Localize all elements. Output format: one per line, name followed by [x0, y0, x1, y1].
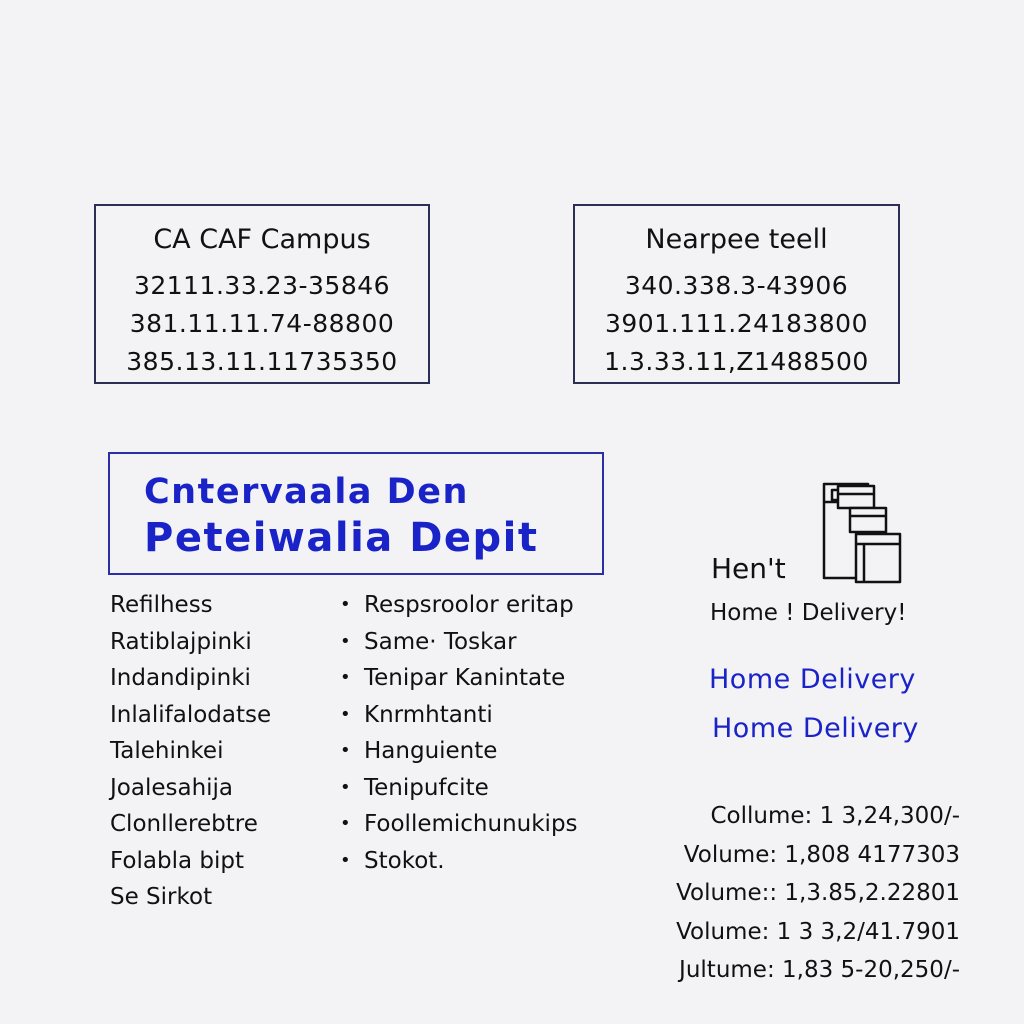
bullet-item-label: Respsroolor eritap	[364, 592, 574, 618]
list-item: Clonllerebtre	[110, 811, 258, 837]
list-item: Indandipinki	[110, 665, 251, 691]
list-item: Talehinkei	[110, 738, 224, 764]
depot-banner	[108, 452, 604, 575]
boxes-icon	[820, 478, 904, 586]
volume-item: Volume: 1 3 3,2/41.7901	[676, 918, 960, 945]
list-item: Inlalifalodatse	[110, 701, 272, 728]
banner-line-2: Peteiwalia Depit	[144, 515, 539, 561]
info-box-nearpee-teell	[573, 204, 900, 384]
bullet-item-label: Foollemichunukips	[364, 811, 578, 837]
box-line: 340.338.3-43906	[624, 271, 849, 300]
volume-item: Volume:: 1,3.85,2.22801	[676, 880, 960, 906]
box-line: 381.11.11.74-88800	[129, 309, 395, 338]
banner-line-1: Cntervaala Den	[144, 472, 469, 512]
box-line: 32111.33.23-35846	[133, 271, 391, 300]
home-delivery-link[interactable]: Home Delivery	[709, 664, 916, 695]
home-delivery-link-secondary[interactable]: Home Delivery	[712, 713, 919, 744]
bullet-item-label: Same· Toskar	[364, 628, 517, 655]
left-item-list	[110, 587, 271, 916]
volume-item: Jultume: 1,83 5-20,250/-	[679, 957, 960, 983]
box-title: CA CAF Campus	[153, 224, 371, 255]
bullet-item	[340, 843, 578, 880]
bullet-item	[340, 697, 578, 734]
bullet-item-label: Stokot.	[364, 847, 445, 874]
bullet-item-label: Knrmhtanti	[364, 701, 493, 728]
info-box-ca-caf-campus	[94, 204, 430, 384]
volume-item: Collume: 1 3,24,300/-	[710, 803, 960, 829]
home-delivery-heading: Home ! Delivery!	[710, 600, 907, 626]
box-line: 3901.111.24183800	[605, 309, 868, 338]
bullet-item	[340, 770, 578, 807]
box-line: 1.3.33.11,Z1488500	[604, 347, 869, 376]
bullet-item-label: Tenipar Kanintate	[364, 665, 566, 691]
volume-list	[670, 797, 960, 990]
bullet-item	[340, 587, 578, 624]
bulleted-item-list	[340, 587, 578, 879]
box-title: Nearpee teell	[645, 224, 828, 255]
bullet-item-label: Hanguiente	[364, 738, 498, 764]
list-item: Joalesahija	[110, 774, 234, 801]
bullet-item	[340, 733, 578, 770]
list-item: Folabla bipt	[110, 847, 244, 874]
bullet-item-label: Tenipufcite	[364, 774, 489, 801]
hent-label: Hen't	[711, 552, 786, 585]
box-line: 385.13.11.11735350	[126, 347, 398, 376]
bullet-item	[340, 660, 578, 697]
list-item: Refilhess	[110, 592, 213, 618]
bullet-item	[340, 624, 578, 661]
volume-item: Volume: 1,808 4177303	[683, 841, 960, 868]
bullet-item	[340, 806, 578, 843]
list-item: Se Sirkot	[110, 884, 213, 910]
list-item: Ratiblajpinki	[110, 628, 252, 655]
